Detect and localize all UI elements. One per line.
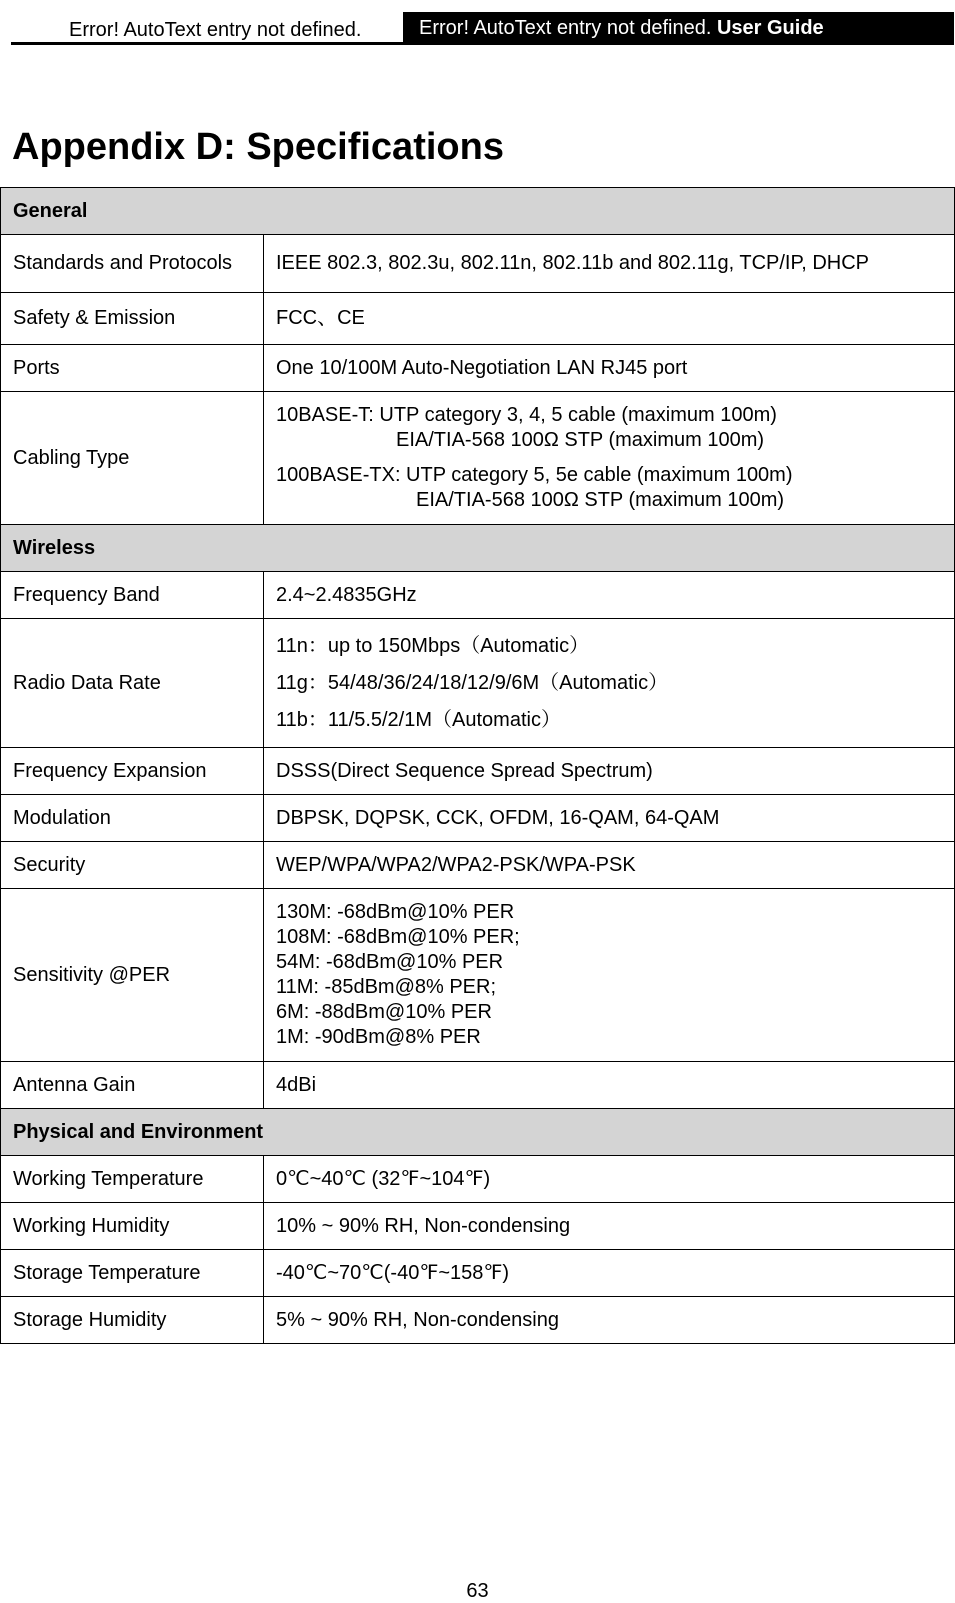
sensitivity-line: 108M: -68dBm@10% PER; (276, 926, 520, 948)
header-left-text: Error! AutoText entry not defined. (69, 19, 362, 41)
spec-value: WEP/WPA/WPA2/WPA2-PSK/WPA-PSK (264, 842, 955, 889)
cabling-line: EIA/TIA-568 100Ω STP (maximum 100m) (416, 489, 785, 511)
sensitivity-line: 6M: -88dBm@10% PER (276, 1001, 492, 1023)
sensitivity-line: 130M: -68dBm@10% PER (276, 901, 515, 923)
table-row (1, 1203, 955, 1250)
spec-value: 4dBi (264, 1062, 955, 1109)
spec-label: Cabling Type (1, 392, 264, 525)
table-row (1, 889, 955, 1062)
rate-line: 11b：11/5.5/2/1M（Automatic） (276, 708, 561, 731)
section-physical (1, 1109, 955, 1156)
table-row (1, 572, 955, 619)
spec-label: Working Temperature (1, 1156, 264, 1203)
specifications-table (0, 187, 955, 1344)
spec-label: Working Humidity (1, 1203, 264, 1250)
table-row (1, 1156, 955, 1203)
spec-value: 5% ~ 90% RH, Non-condensing (264, 1297, 955, 1344)
sensitivity-line: 11M: -85dBm@8% PER; (276, 976, 497, 998)
spec-label: Radio Data Rate (1, 619, 264, 748)
table-row (1, 1297, 955, 1344)
spec-label: Sensitivity @PER (1, 889, 264, 1062)
rate-line: 11g：54/48/36/24/18/12/9/6M（Automatic） (276, 671, 669, 694)
cabling-line: 10BASE-T: UTP category 3, 4, 5 cable (maximum 100m) (276, 404, 777, 426)
spec-label: Frequency Band (1, 572, 264, 619)
spec-value: DBPSK, DQPSK, CCK, OFDM, 16-QAM, 64-QAM (264, 795, 955, 842)
spec-value: IEEE 802.3, 802.3u, 802.11n, 802.11b and 802.11g, TCP/IP, DHCP (264, 235, 955, 293)
rate-line: 11n：up to 150Mbps（Automatic） (276, 634, 590, 657)
spec-value: 10% ~ 90% RH, Non-condensing (264, 1203, 955, 1250)
spec-label: Ports (1, 345, 264, 392)
section-heading: General (1, 188, 955, 235)
table-row (1, 235, 955, 293)
header-right-banner (403, 12, 954, 45)
spec-value: FCC、CE (264, 293, 955, 345)
cabling-line: EIA/TIA-568 100Ω STP (maximum 100m) (396, 429, 765, 451)
spec-value: 2.4~2.4835GHz (264, 572, 955, 619)
section-wireless (1, 525, 955, 572)
header-user-guide: User Guide (716, 17, 824, 39)
spec-label: Modulation (1, 795, 264, 842)
spec-label: Safety & Emission (1, 293, 264, 345)
spec-label: Frequency Expansion (1, 748, 264, 795)
section-heading: Wireless (1, 525, 955, 572)
table-row (1, 748, 955, 795)
spec-value (264, 889, 955, 1062)
page-number: 63 (466, 1580, 489, 1602)
table-row (1, 795, 955, 842)
cabling-line: 100BASE-TX: UTP category 5, 5e cable (maximum 100m) (276, 464, 793, 486)
table-row (1, 293, 955, 345)
spec-label: Antenna Gain (1, 1062, 264, 1109)
spec-value: One 10/100M Auto-Negotiation LAN RJ45 port (264, 345, 955, 392)
table-row (1, 619, 955, 748)
table-row (1, 842, 955, 889)
spec-value: DSSS(Direct Sequence Spread Spectrum) (264, 748, 955, 795)
table-row (1, 1250, 955, 1297)
spec-value: -40℃~70℃(-40℉~158℉) (264, 1250, 955, 1297)
table-row (1, 392, 955, 525)
table-row (1, 1062, 955, 1109)
page-title: Appendix D: Specifications (12, 126, 504, 168)
section-heading: Physical and Environment (1, 1109, 955, 1156)
spec-label: Standards and Protocols (1, 235, 264, 293)
header-right-text: Error! AutoText entry not defined. (419, 17, 712, 39)
spec-value: 0℃~40℃ (32℉~104℉) (264, 1156, 955, 1203)
spec-label: Security (1, 842, 264, 889)
section-general (1, 188, 955, 235)
sensitivity-line: 1M: -90dBm@8% PER (276, 1026, 481, 1048)
spec-value (264, 619, 955, 748)
page-header (11, 12, 954, 45)
spec-label: Storage Temperature (1, 1250, 264, 1297)
spec-label: Storage Humidity (1, 1297, 264, 1344)
table-row (1, 345, 955, 392)
sensitivity-line: 54M: -68dBm@10% PER (276, 951, 504, 973)
spec-value (264, 392, 955, 525)
